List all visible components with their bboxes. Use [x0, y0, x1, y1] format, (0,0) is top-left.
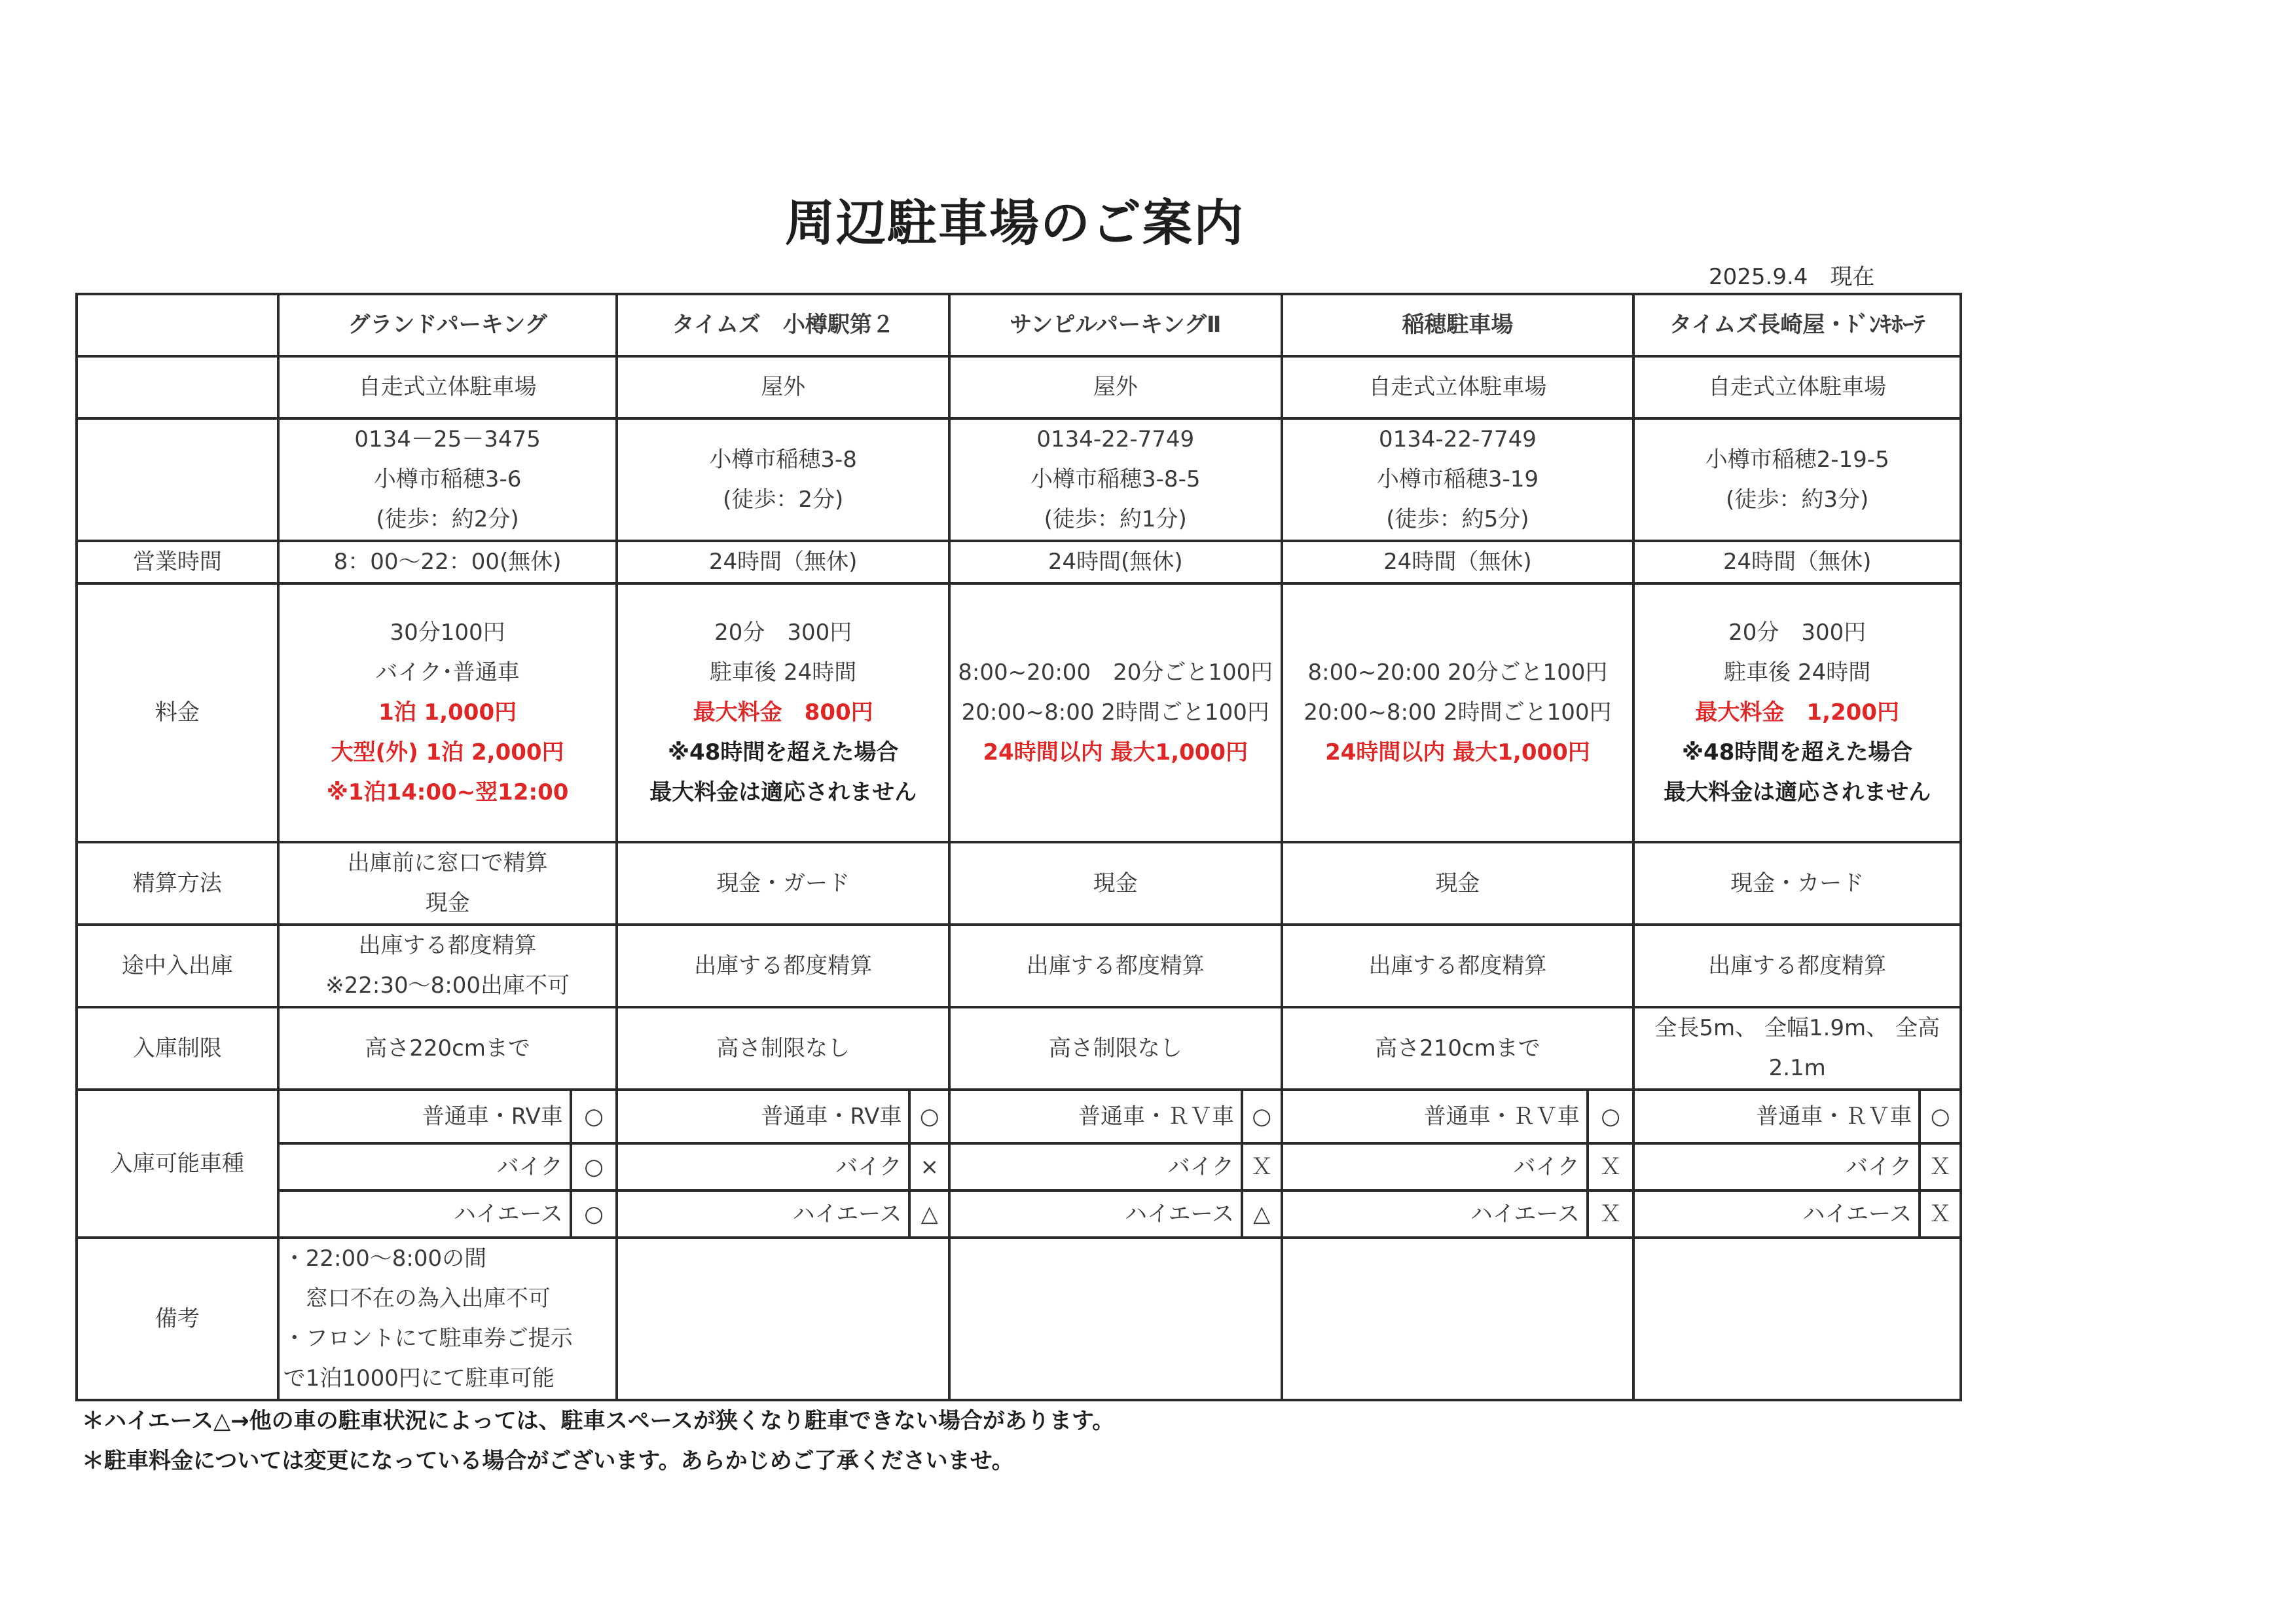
footnotes	[82, 1401, 1114, 1481]
footnote-hiace: ＊ハイエース△→他の車の駐車状況によっては、駐車スペースが狭くなり駐車できない場合があります。	[82, 1408, 1115, 1434]
lot-contact	[949, 418, 1282, 541]
cell-line: (徒歩：約3分)	[1726, 486, 1869, 513]
cell-line: ・フロントにて駐車券ご提示	[283, 1325, 573, 1352]
lot-type: 自走式立体駐車場	[1282, 356, 1634, 418]
cell-line: 最大料金は適応されません	[1664, 779, 1931, 805]
vehicle-availability-mark: ×	[909, 1143, 949, 1190]
lot-fees	[949, 583, 1282, 842]
vehicle-availability-mark: △	[1242, 1190, 1282, 1238]
cell-line: ※22:30～8:00出庫不可	[325, 972, 570, 999]
lot-type: 自走式立体駐車場	[278, 356, 617, 418]
lot-payment	[278, 842, 617, 925]
cell-line: 出庫する都度精算	[358, 932, 537, 959]
row-label-type	[77, 356, 278, 418]
lot-contact	[617, 418, 949, 541]
cell-line: 0134-22-7749	[1036, 426, 1195, 452]
cell-line: 小樽市稲穂3-19	[1376, 466, 1539, 492]
cell-line: 0134-22-7749	[1379, 426, 1537, 452]
cell-line: (徒歩：約2分)	[376, 506, 519, 532]
cell-line: 小樽市稲穂3-8	[709, 446, 857, 473]
cell-line: 出庫する都度精算	[694, 952, 873, 979]
lot-contact	[1282, 418, 1634, 541]
lot-reentry	[617, 925, 949, 1007]
row-label-payment: 精算方法	[77, 842, 278, 925]
cell-line: 現金	[1093, 870, 1138, 896]
vehicle-type: 普通車・ＲＶ車	[1633, 1090, 1920, 1143]
cell-line: ※1泊14:00~翌12:00	[326, 779, 569, 805]
vehicle-type: ハイエース	[278, 1190, 571, 1238]
lot-remarks	[617, 1238, 949, 1400]
cell-line: 出庫する都度精算	[1708, 952, 1887, 979]
lot-restriction: 高さ制限なし	[617, 1007, 949, 1090]
vehicle-availability-mark: ○	[571, 1090, 617, 1143]
lot-hours: 24時間（無休)	[617, 541, 949, 583]
cell-line: 現金・カード	[1730, 870, 1865, 896]
lot-reentry	[1282, 925, 1634, 1007]
vehicle-type: バイク	[1282, 1143, 1588, 1190]
vehicle-type: 普通車・RV車	[617, 1090, 909, 1143]
lot-name-header: タイムズ 小樽駅第２	[617, 294, 949, 356]
lot-name-header: グランドパーキング	[278, 294, 617, 356]
cell-line: 24時間以内 最大1,000円	[1325, 739, 1590, 766]
vehicle-type: バイク	[1633, 1143, 1920, 1190]
lot-remarks	[949, 1238, 1282, 1400]
lot-restriction: 高さ220cmまで	[278, 1007, 617, 1090]
cell-line: 24時間以内 最大1,000円	[983, 739, 1248, 766]
lot-contact	[1633, 418, 1961, 541]
lot-type: 屋外	[949, 356, 1282, 418]
cell-line: 1泊 1,000円	[378, 699, 517, 726]
lot-payment	[1633, 842, 1961, 925]
lot-name-header: 稲穂駐車場	[1282, 294, 1634, 356]
vehicle-type: ハイエース	[1633, 1190, 1920, 1238]
lot-restriction: 全長5m、 全幅1.9m、 全高2.1m	[1633, 1007, 1961, 1090]
lot-type: 自走式立体駐車場	[1633, 356, 1961, 418]
cell-line: 出庫前に窓口で精算	[347, 850, 548, 876]
lot-name-header: タイムズ長崎屋・ﾄﾞﾝｷﾎｰﾃ	[1633, 294, 1961, 356]
cell-line: 大型(外) 1泊 2,000円	[331, 739, 564, 766]
parking-comparison-table	[75, 293, 1962, 1401]
vehicle-availability-mark: ○	[571, 1190, 617, 1238]
cell-line: (徒歩：2分)	[723, 486, 844, 513]
row-label-vehicles: 入庫可能車種	[77, 1090, 278, 1238]
cell-line: (徒歩：約1分)	[1044, 506, 1187, 532]
vehicle-availability-mark: Ｘ	[1588, 1143, 1634, 1190]
vehicle-availability-mark: ○	[909, 1090, 949, 1143]
cell-line: ・22:00～8:00の間	[283, 1246, 487, 1272]
vehicle-availability-mark: Ｘ	[1920, 1190, 1961, 1238]
lot-payment	[949, 842, 1282, 925]
cell-line: 20分 300円	[714, 619, 852, 646]
lot-payment	[1282, 842, 1634, 925]
cell-line: 現金	[1435, 870, 1480, 896]
vehicle-availability-mark: △	[909, 1190, 949, 1238]
cell-line: 現金	[425, 890, 470, 916]
cell-line: 小樽市稲穂2-19-5	[1705, 446, 1889, 473]
cell-line: バイク･普通車	[375, 659, 520, 686]
cell-line: で1泊1000円にて駐車可能	[283, 1365, 555, 1392]
row-label-contact	[77, 418, 278, 541]
cell-line: 最大料金 1,200円	[1695, 699, 1899, 726]
vehicle-type: 普通車・RV車	[278, 1090, 571, 1143]
cell-line: 最大料金は適応されません	[649, 779, 917, 805]
cell-line: 20:00~8:00 2時間ごと100円	[961, 699, 1269, 726]
cell-line: 小樽市稲穂3-8-5	[1030, 466, 1201, 492]
cell-line: 出庫する都度精算	[1026, 952, 1205, 979]
cell-line: 8:00~20:00 20分ごと100円	[958, 659, 1273, 686]
cell-line: 駐車後 24時間	[710, 659, 857, 686]
vehicle-type: バイク	[278, 1143, 571, 1190]
corner-cell	[77, 294, 278, 356]
lot-restriction: 高さ制限なし	[949, 1007, 1282, 1090]
lot-remarks	[1282, 1238, 1634, 1400]
lot-fees	[1633, 583, 1961, 842]
row-label-restriction: 入庫制限	[77, 1007, 278, 1090]
lot-hours: 8：00～22：00(無休)	[278, 541, 617, 583]
vehicle-type: ハイエース	[617, 1190, 909, 1238]
cell-line: ※48時間を超えた場合	[1681, 739, 1913, 766]
lot-reentry	[278, 925, 617, 1007]
cell-line: 8:00~20:00 20分ごと100円	[1307, 659, 1608, 686]
cell-line: 窓口不在の為入出庫不可	[283, 1285, 551, 1312]
vehicle-type: 普通車・ＲＶ車	[949, 1090, 1242, 1143]
vehicle-availability-mark: ○	[1242, 1090, 1282, 1143]
cell-line: 最大料金 800円	[693, 699, 873, 726]
lot-hours: 24時間（無休)	[1633, 541, 1961, 583]
lot-fees	[617, 583, 949, 842]
footnote-fees: ＊駐車料金については変更になっている場合がございます。あらかじめご了承くださいませ。	[82, 1448, 1014, 1474]
row-label-hours: 営業時間	[77, 541, 278, 583]
vehicle-availability-mark: Ｘ	[1588, 1190, 1634, 1238]
vehicle-availability-mark: ○	[571, 1143, 617, 1190]
lot-hours: 24時間(無休)	[949, 541, 1282, 583]
lot-payment	[617, 842, 949, 925]
row-label-fees: 料金	[77, 583, 278, 842]
cell-line: 駐車後 24時間	[1724, 659, 1871, 686]
cell-line: 20:00~8:00 2時間ごと100円	[1303, 699, 1612, 726]
lot-hours: 24時間（無休)	[1282, 541, 1634, 583]
vehicle-availability-mark: ○	[1588, 1090, 1634, 1143]
vehicle-availability-mark: ○	[1920, 1090, 1961, 1143]
lot-reentry	[949, 925, 1282, 1007]
cell-line: 0134－25－3475	[354, 426, 541, 452]
vehicle-type: バイク	[949, 1143, 1242, 1190]
lot-reentry	[1633, 925, 1961, 1007]
lot-name-header: サンピルパーキングⅡ	[949, 294, 1282, 356]
lot-contact	[278, 418, 617, 541]
vehicle-type: ハイエース	[1282, 1190, 1588, 1238]
lot-remarks	[1633, 1238, 1961, 1400]
row-label-reentry: 途中入出庫	[77, 925, 278, 1007]
cell-line: 出庫する都度精算	[1368, 952, 1547, 979]
lot-fees	[278, 583, 617, 842]
lot-remarks	[278, 1238, 617, 1400]
cell-line: (徒歩：約5分)	[1386, 506, 1529, 532]
cell-line: 30分100円	[390, 619, 505, 646]
cell-line: 現金・ガード	[716, 870, 850, 896]
cell-line: 小樽市稲穂3-6	[373, 466, 522, 492]
page-title: 周辺駐車場のご案内	[785, 194, 1245, 252]
lot-restriction: 高さ210cmまで	[1282, 1007, 1634, 1090]
vehicle-type: ハイエース	[949, 1190, 1242, 1238]
vehicle-availability-mark: Ｘ	[1242, 1143, 1282, 1190]
lot-fees	[1282, 583, 1634, 842]
cell-line: 20分 300円	[1728, 619, 1867, 646]
row-label-remarks: 備考	[77, 1238, 278, 1400]
as-of-date: 2025.9.4 現在	[1709, 264, 1875, 290]
vehicle-type: バイク	[617, 1143, 909, 1190]
vehicle-type: 普通車・ＲＶ車	[1282, 1090, 1588, 1143]
cell-line: ※48時間を超えた場合	[668, 739, 899, 766]
vehicle-availability-mark: Ｘ	[1920, 1143, 1961, 1190]
lot-type: 屋外	[617, 356, 949, 418]
